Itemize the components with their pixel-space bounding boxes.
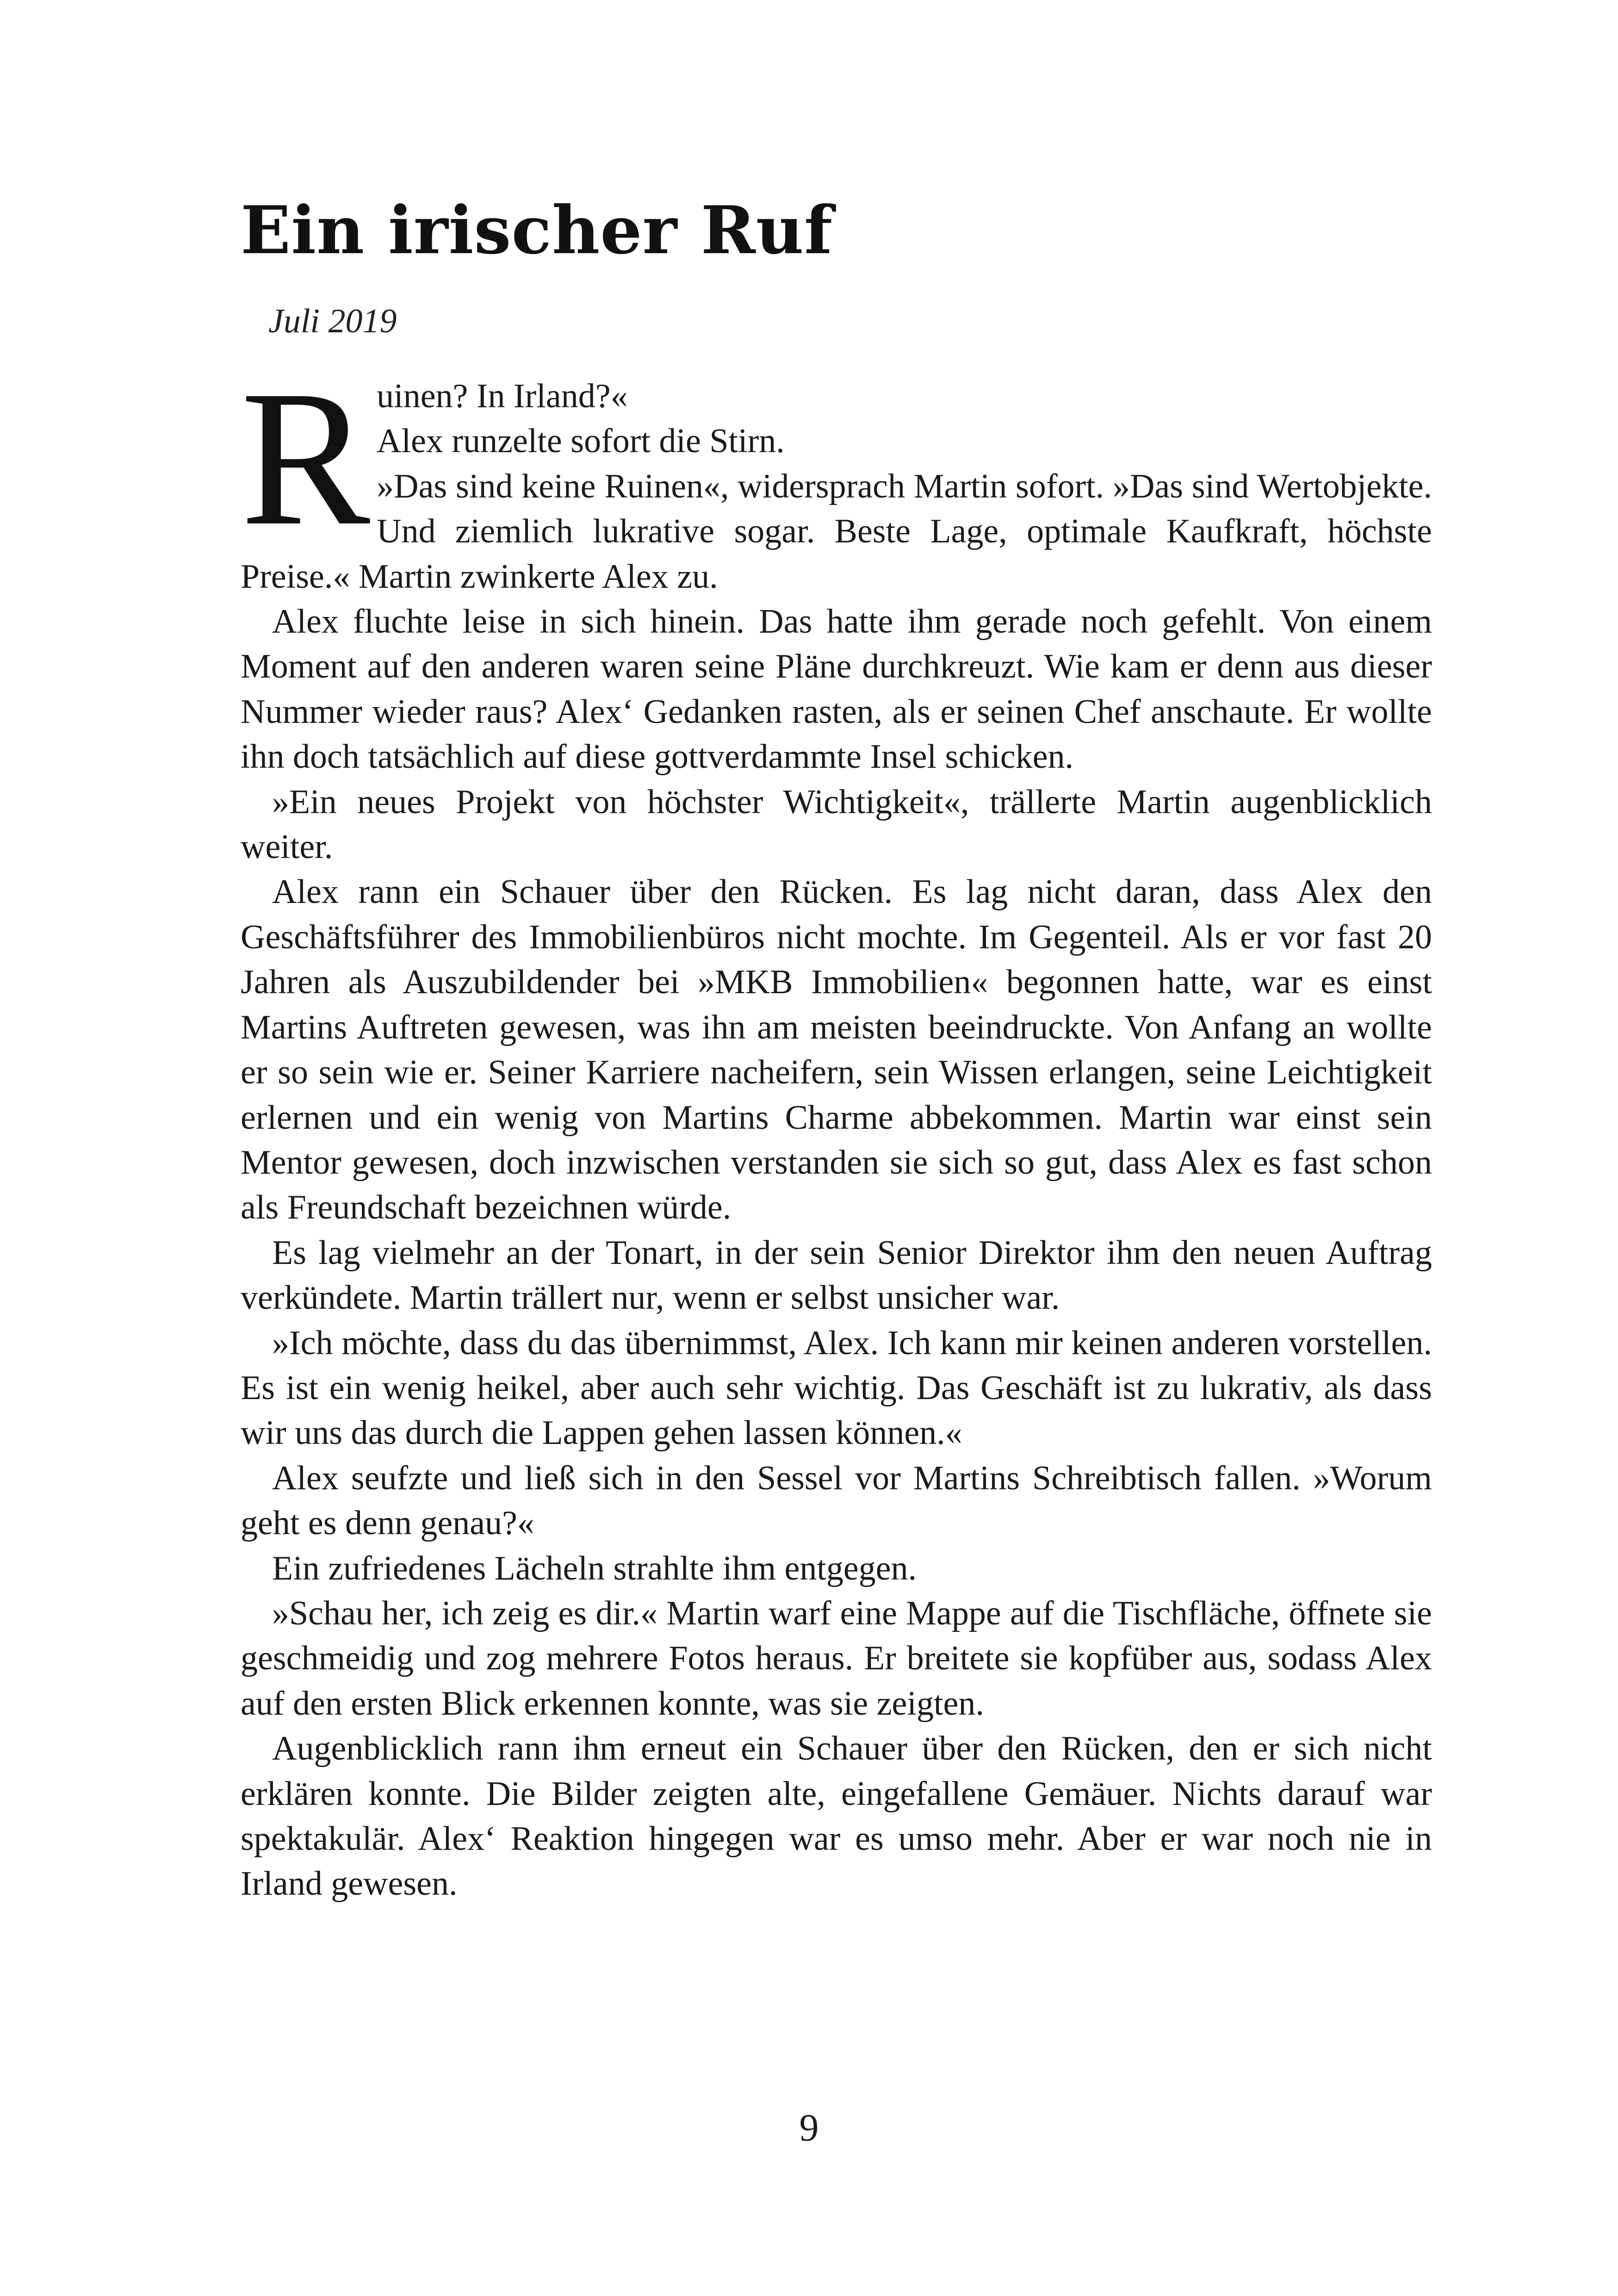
paragraph-5: »Ein neues Projekt von höchster Wichtigkeit«, trällerte Martin augenblicklich weiter. xyxy=(241,783,1432,866)
paragraph-1-text: uinen? In Irland?« xyxy=(377,377,628,415)
paragraph-4: Alex fluchte leise in sich hinein. Das hatte ihm gerade noch gefehlt. Von einem Moment auf den anderen waren seine Pläne durchkreuzt. Wie kam er denn aus dieser Nummer wieder raus? Alex‘ Gedanken rasten, als er seinen Chef anschaute. Er wollte ihn doch tatsächlich auf diese gottverdammte Insel schicken. xyxy=(241,603,1432,776)
paragraph-11: »Schau her, ich zeig es dir.« Martin warf eine Mappe auf die Tischfläche, öffnete sie geschmeidig und zog mehrere Fotos heraus. Er breitete sie kopfüber aus, sodass Alex auf den ersten Blick erkennen konnte, was sie zeigten. xyxy=(241,1594,1432,1723)
paragraph-8: »Ich möchte, dass du das übernimmst, Alex. Ich kann mir keinen anderen vorstellen. Es ist ein wenig heikel, aber auch sehr wichtig. Das Geschäft ist zu lukrativ, als dass wir uns das durch die Lappen gehen lassen können.« xyxy=(241,1324,1432,1452)
paragraph-2: Alex runzelte sofort die Stirn. xyxy=(377,422,785,460)
drop-cap: R xyxy=(241,350,371,566)
chapter-date: Juli 2019 xyxy=(268,302,397,340)
paragraph-6: Alex rann ein Schauer über den Rücken. Es lag nicht daran, dass Alex den Geschäftsführer des Immobilienbüros nicht mochte. Im Gegenteil. Als er vor fast 20 Jahren als Auszubildender bei »MKB Immobilien« begonnen hatte, war es einst Martins Auftreten gewesen, was ihn am meisten beeindruckte. Von Anfang an wollte er so sein wie er. Seiner Karriere nacheifern, sein Wissen erlangen, seine Leichtigkeit erlernen und ein wenig von Martins Charme abbekommen. Martin war einst sein Mentor gewesen, doch inzwischen verstanden sie sich so gut, dass Alex es fast schon als Freundschaft bezeichnen würde. xyxy=(241,873,1432,1227)
paragraph-9: Alex seufzte und ließ sich in den Sessel vor Martins Schreibtisch fallen. »Worum geht es denn genau?« xyxy=(241,1459,1432,1543)
chapter-title: Ein irischer Ruf xyxy=(241,192,833,269)
paragraph-7: Es lag vielmehr an der Tonart, in der sein Senior Direktor ihm den neuen Auftrag verkündete. Martin trällert nur, wenn er selbst unsicher war. xyxy=(241,1233,1432,1317)
body-text xyxy=(241,350,1432,1907)
paragraph-3: »Das sind keine Ruinen«, widersprach Martin sofort. »Das sind Wertobjekte. Und ziemlich lukrative sogar. Beste Lage, optimale Kaufkraft, höchste Preise.« Martin zwinkerte Alex zu. xyxy=(241,467,1432,596)
paragraph-12: Augenblicklich rann ihm erneut ein Schauer über den Rücken, den er sich nicht erklären konnte. Die Bilder zeigten alte, eingefallene Gemäuer. Nichts darauf war spektakulär. Alex‘ Reaktion hingegen war es umso mehr. Aber er war noch nie in Irland gewesen. xyxy=(241,1730,1432,1903)
paragraph-10: Ein zufriedenes Lächeln strahlte ihm entgegen. xyxy=(272,1549,917,1587)
page-number: 9 xyxy=(799,2106,819,2149)
